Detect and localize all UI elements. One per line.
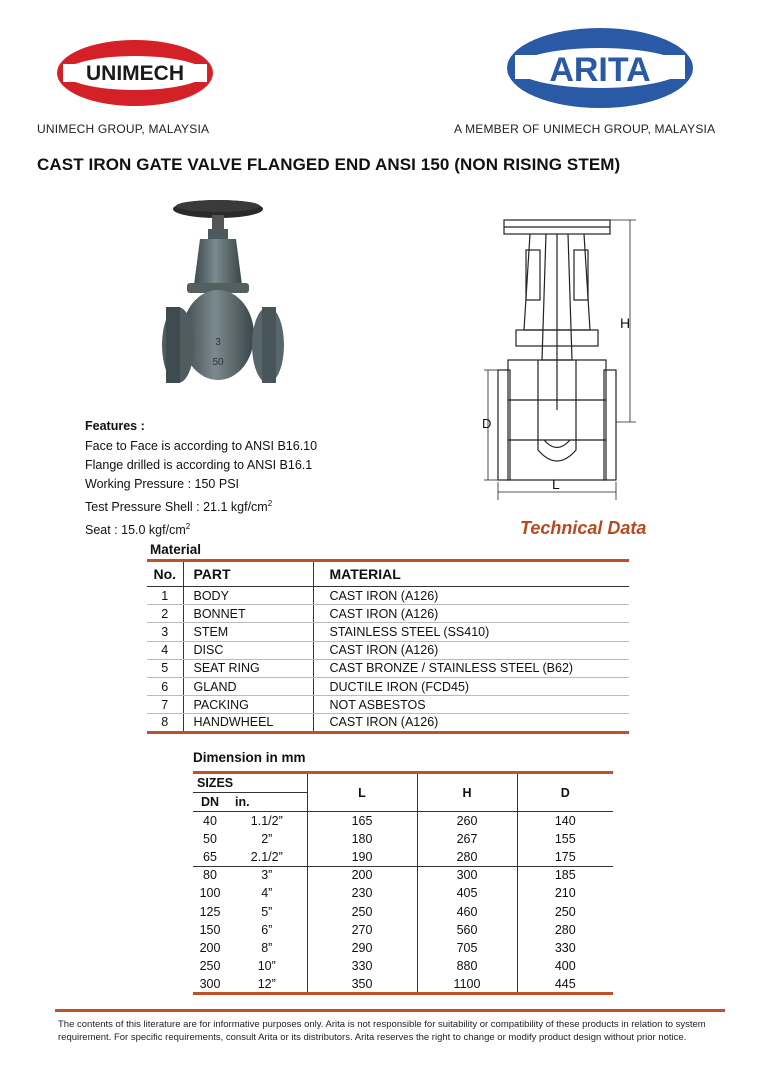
svg-text:50: 50 [212, 357, 224, 368]
dimension-cell-h: 260 [417, 812, 517, 830]
material-table [147, 559, 629, 734]
material-cell-material: CAST BRONZE / STAINLESS STEEL (B62) [313, 659, 629, 677]
dimension-cell-l: 190 [307, 848, 417, 866]
dimension-cell-dn: 65 [203, 849, 217, 864]
dimension-cell-d: 445 [517, 975, 613, 993]
dimension-cell-h: 267 [417, 830, 517, 848]
material-cell-material: CAST IRON (A126) [313, 714, 629, 732]
material-header-row [147, 561, 629, 587]
unimech-logo [55, 38, 215, 108]
dimension-cell-d: 330 [554, 940, 576, 955]
dimension-cell-dn: 40 [203, 813, 217, 828]
dimension-row [193, 975, 613, 993]
dimension-cell-dn: 125 [199, 904, 221, 919]
arita-logo [505, 25, 695, 111]
column-header: PART [183, 561, 313, 587]
arita-logo-text: ARITA [549, 51, 651, 89]
dimension-cell-d: 400 [554, 959, 576, 974]
dimension-row [193, 957, 613, 975]
material-cell-no: 4 [147, 641, 183, 659]
dimension-cell-h: 405 [417, 884, 517, 902]
superscript: 2 [267, 499, 273, 508]
material-cell-no: 8 [147, 714, 183, 732]
dimension-cell-l: 290 [307, 939, 417, 957]
unimech-logo-text: UNIMECH [86, 62, 184, 85]
dimension-cell-l: 270 [307, 921, 417, 939]
column-header: in. [227, 793, 307, 812]
dimension-table [193, 771, 613, 995]
dimension-h-label: H [620, 315, 631, 331]
material-row [147, 587, 629, 605]
dimension-cell-l: 230 [307, 884, 417, 902]
column-header: SIZES [193, 773, 307, 793]
superscript: 2 [185, 522, 191, 532]
column-header: D [517, 773, 613, 812]
material-row [147, 605, 629, 623]
dimension-row [193, 866, 613, 884]
dimension-cell-in: 3” [227, 866, 307, 884]
dimension-cell-h: 1100 [417, 975, 517, 993]
dimension-cell-in: 2.1/2” [227, 848, 307, 866]
dimension-cell-h: 460 [417, 902, 517, 920]
column-header: No. [147, 561, 183, 587]
dimension-cell-l: 200 [307, 866, 417, 884]
valve-technical-drawing [480, 210, 650, 510]
material-row [147, 677, 629, 695]
dimension-cell-h: 880 [417, 957, 517, 975]
disclaimer-text: The contents of this literature are for informative purposes only. Arita is not responsible for suitability or compatibility of these products in relation to system requirement. For specific requirements, consult Arita or its distributors. Arita reserves the right to change or modify product design without prior notice. [58, 1019, 706, 1043]
dimension-cell-h: 560 [417, 921, 517, 939]
test-pressure-text: Test Pressure Shell : 21.1 kgf/cm [85, 500, 268, 515]
material-title: Material [150, 542, 202, 557]
feature-item [85, 517, 317, 540]
dimension-row [193, 812, 613, 830]
material-row [147, 659, 629, 677]
dimension-d-label: D [482, 416, 492, 431]
material-row [147, 623, 629, 641]
dimension-cell-dn: 80 [193, 866, 227, 884]
svg-text:3: 3 [215, 337, 221, 348]
features-block [85, 417, 317, 540]
dimension-cell-l: 330 [307, 957, 417, 975]
footer-divider [55, 1009, 725, 1012]
feature-item: Flange drilled is according to ANSI B16.1 [85, 458, 313, 472]
material-cell-material: CAST IRON (A126) [313, 587, 629, 605]
material-cell-material: DUCTILE IRON (FCD45) [313, 677, 629, 695]
dimension-cell-d: 210 [554, 886, 576, 901]
material-cell-no: 1 [147, 587, 183, 605]
material-cell-part: HANDWHEEL [183, 714, 313, 732]
dimension-cell-d: 140 [554, 813, 576, 828]
material-cell-no: 7 [147, 696, 183, 714]
column-header: DN [193, 793, 227, 812]
column-header: MATERIAL [313, 561, 629, 587]
dimension-cell-in: 4” [227, 884, 307, 902]
dimension-cell-dn: 150 [199, 922, 221, 937]
material-cell-no: 5 [147, 659, 183, 677]
feature-item: Face to Face is according to ANSI B16.10 [85, 439, 318, 453]
material-row [147, 696, 629, 714]
material-cell-part: SEAT RING [183, 659, 313, 677]
dimension-row [193, 848, 613, 866]
dimension-cell-dn: 200 [199, 940, 221, 955]
dimension-cell-in: 5” [227, 902, 307, 920]
material-cell-no: 6 [147, 677, 183, 695]
dimension-cell-d: 280 [554, 922, 576, 937]
material-cell-part: PACKING [183, 696, 313, 714]
dimension-cell-in: 1.1/2” [227, 812, 307, 830]
dimension-cell-in: 2” [227, 830, 307, 848]
seat-pressure-text: Seat : 15.0 kgf/cm [85, 523, 186, 538]
dimension-cell-h: 705 [417, 939, 517, 957]
material-cell-part: BONNET [183, 605, 313, 623]
dimension-cell-d: 250 [554, 904, 576, 919]
page-title: CAST IRON GATE VALVE FLANGED END ANSI 150 (NON RISING STEM) [37, 155, 621, 174]
dimension-cell-l: 165 [307, 812, 417, 830]
dimension-title: Dimension in mm [193, 750, 306, 765]
feature-item: Working Pressure : 150 PSI [85, 477, 240, 491]
dimension-cell-d: 185 [517, 866, 613, 884]
column-header: H [417, 773, 517, 812]
material-cell-material: STAINLESS STEEL (SS410) [313, 623, 629, 641]
material-cell-no: 2 [147, 605, 183, 623]
technical-data-heading: Technical Data [520, 518, 647, 538]
dimension-cell-d: 155 [554, 831, 576, 846]
feature-item [85, 494, 317, 517]
dimension-cell-dn: 50 [203, 831, 217, 846]
dimension-cell-h: 300 [417, 866, 517, 884]
material-cell-material: CAST IRON (A126) [313, 605, 629, 623]
material-cell-material: CAST IRON (A126) [313, 641, 629, 659]
valve-photo [160, 195, 290, 415]
dimension-cell-dn: 300 [193, 975, 227, 993]
dimension-cell-in: 6” [227, 921, 307, 939]
dimension-cell-dn: 100 [199, 886, 221, 901]
material-cell-part: BODY [183, 587, 313, 605]
arita-member-text: A MEMBER OF UNIMECH GROUP, MALAYSIA [454, 122, 716, 136]
dimension-cell-l: 180 [307, 830, 417, 848]
material-cell-part: DISC [183, 641, 313, 659]
dimension-l-label: L [552, 476, 560, 492]
dimension-row [193, 902, 613, 920]
dimension-row [193, 830, 613, 848]
features-title: Features : [85, 419, 145, 433]
dimension-cell-d: 175 [554, 849, 576, 864]
material-row [147, 641, 629, 659]
material-row [147, 714, 629, 732]
dimension-row [193, 921, 613, 939]
dimension-cell-in: 8” [227, 939, 307, 957]
unimech-group-text: UNIMECH GROUP, MALAYSIA [37, 122, 210, 136]
dimension-cell-l: 350 [307, 975, 417, 993]
dimension-cell-dn: 250 [199, 959, 221, 974]
dimension-row [193, 884, 613, 902]
material-cell-no: 3 [147, 623, 183, 641]
column-header: L [307, 773, 417, 812]
dimension-cell-h: 280 [417, 848, 517, 866]
material-cell-part: STEM [183, 623, 313, 641]
dimension-cell-in: 10” [227, 957, 307, 975]
material-cell-material: NOT ASBESTOS [313, 696, 629, 714]
material-cell-part: GLAND [183, 677, 313, 695]
dimension-row [193, 939, 613, 957]
dimension-cell-l: 250 [307, 902, 417, 920]
dimension-cell-in: 12” [227, 975, 307, 993]
